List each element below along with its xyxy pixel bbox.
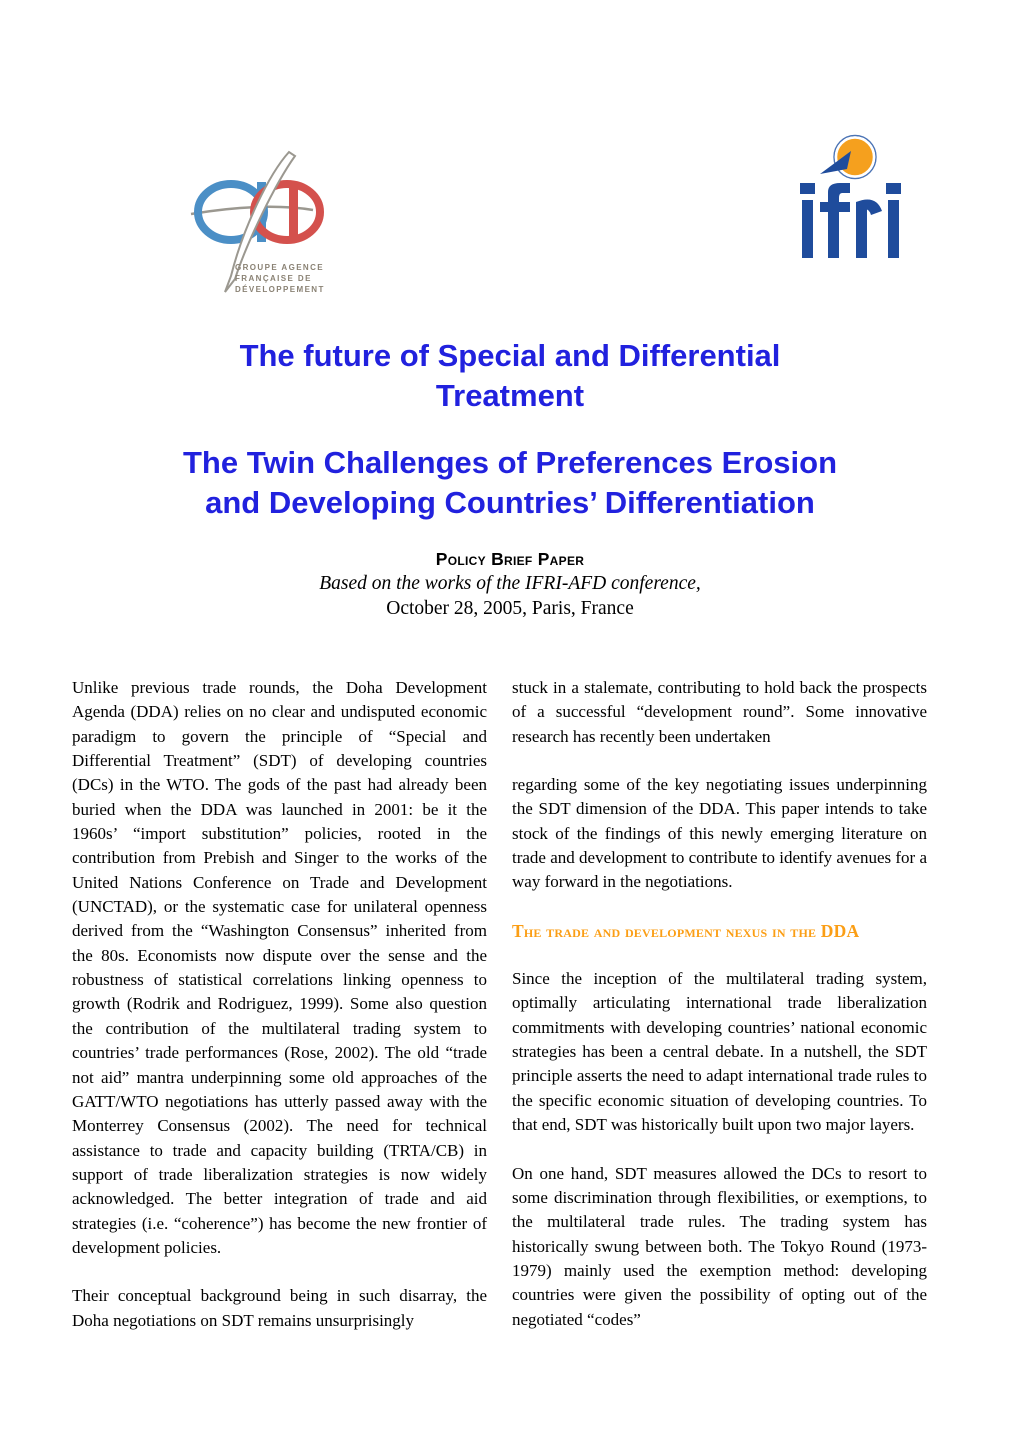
conference-note: Based on the works of the IFRI-AFD conference, bbox=[319, 573, 701, 594]
afd-logo bbox=[183, 148, 345, 296]
afd-caption-line2: FRANÇAISE DE bbox=[235, 274, 312, 283]
right-paragraph-1: stuck in a stalemate, contributing to hold back the prospects of a successful “development round”. Some innovative research has recently been undertaken bbox=[512, 678, 927, 746]
main-title-line2: Treatment bbox=[435, 378, 585, 413]
subtitle-title bbox=[0, 443, 1020, 523]
subtitle-title-line1: The Twin Challenges of Preferences Erosion bbox=[182, 445, 838, 480]
main-title-line1: The future of Special and Differential bbox=[239, 338, 781, 373]
afd-red-stem bbox=[289, 182, 298, 242]
right-paragraph-3: Since the inception of the multilateral trading system, optimally articulating international trade liberalization commitments with developing countries’ national economic strategies has been a central debate. In a nutshell, the SDT principle asserts the need to adapt international trade rules to the specific economic situation of developing countries. To that end, SDT was historically built upon two major layers. bbox=[512, 969, 927, 1135]
section-heading-trade-development-nexus: The trade and development nexus in the DDA bbox=[512, 920, 860, 941]
ifri-globe-icon bbox=[836, 138, 874, 177]
right-paragraph-2: regarding some of the key negotiating issues underpinning the SDT dimension of the DDA. This paper intends to take stock of the findings of this newly emerging literature on trade and development to contribute to identify avenues for a way forward in the negotiations. bbox=[512, 775, 927, 892]
paper-type-label: Policy Brief Paper bbox=[435, 549, 585, 569]
afd-caption-line3: DÉVELOPPEMENT bbox=[235, 285, 325, 294]
conference-date-place: October 28, 2005, Paris, France bbox=[386, 598, 634, 619]
left-paragraph-2: Their conceptual background being in such disarray, the Doha negotiations on SDT remains unsurprisingly bbox=[72, 1286, 487, 1330]
left-column bbox=[72, 676, 487, 1357]
subtitle-title-line2: and Developing Countries’ Differentiation bbox=[205, 485, 815, 520]
left-paragraph-1: Unlike previous trade rounds, the Doha Development Agenda (DDA) relies on no clear and undisputed economic paradigm to govern the principle of “Special and Differential Treatment” (SDT) of developing countries (DCs) in the WTO. The gods of the past had already been buried when the DDA was launched in 2001: be it the 1960s’ “import substitution” policies, rooted in the contribution from Prebish and Singer to the works of the United Nations Conference on Trade and Development (UNCTAD), or the systematic case for unilateral openness derived from the “Washington Consensus” inherited from the 80s. Economists now dispute over the sense and the robustness of statistical correlations linking openness to growth (Rodrik and Rodriguez, 1999). Some also question the contribution of the multilateral trading system to countries’ trade performances (Rose, 2002). The old “trade not aid” mantra underpinning some old approaches of the GATT/WTO negotiations has utterly passed away with the Monterrey Consensus (2002). The need for technical assistance to trade and capacity building (TRTA/CB) in support of trade liberalization strategies is now widely acknowledged. The better integration of trade and aid strategies (i.e. “coherence”) has become the new frontier of development policies. bbox=[72, 678, 487, 1257]
main-title bbox=[0, 336, 1020, 416]
ifri-logo-graphic bbox=[798, 132, 908, 264]
right-paragraph-4: On one hand, SDT measures allowed the DCs to resort to some discrimination through flexibilities, or exemptions, to the multilateral trade rules. The trading system has historically swung between both. The Tokyo Round (1973-1979) mainly used the exemption method: developing countries were given the possibility of opting out of the negotiated “codes” bbox=[512, 1163, 927, 1329]
ifri-wordmark bbox=[800, 183, 901, 258]
ifri-logo bbox=[798, 132, 908, 264]
afd-logo-graphic bbox=[183, 148, 345, 296]
afd-caption-line1: GROUPE AGENCE bbox=[235, 263, 325, 272]
right-column bbox=[512, 676, 927, 1356]
